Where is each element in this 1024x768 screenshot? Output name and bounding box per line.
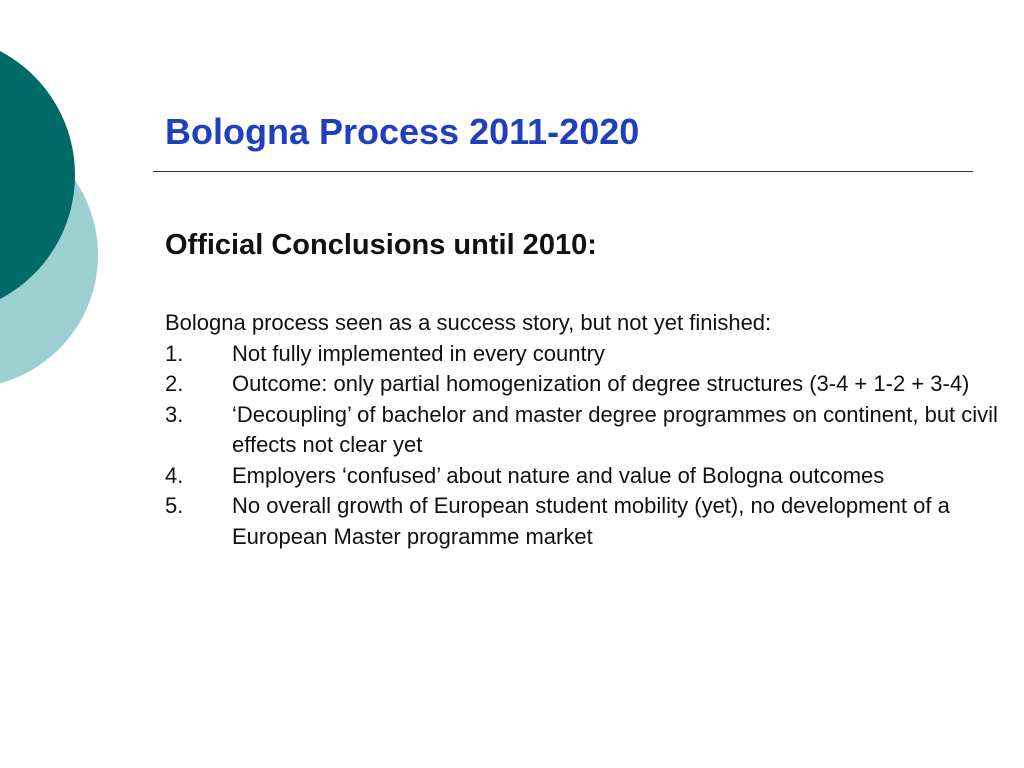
list-item-number: 5. (165, 493, 184, 518)
intro-text: Bologna process seen as a success story, but not yet finished: (165, 310, 772, 335)
list-item-text: No overall growth of European student mobility (yet), no development of a European Master programme market (232, 493, 950, 549)
conclusions-list (165, 339, 1010, 553)
list-item-text: Outcome: only partial homogenization of degree structures (3-4 + 1-2 + 3-4) (232, 371, 970, 396)
list-item (165, 400, 1010, 461)
slide-body (165, 308, 1010, 552)
list-item-text: Employers ‘confused’ about nature and value of Bologna outcomes (232, 462, 885, 488)
slide-subtitle: Official Conclusions until 2010: (165, 229, 597, 261)
list-item-number: 1. (165, 340, 184, 366)
list-item-text: ‘Decoupling’ of bachelor and master degree programmes on continent, but civil effects not clear yet (232, 401, 998, 457)
list-item-text: Not fully implemented in every country (232, 340, 605, 366)
slide-title: Bologna Process 2011-2020 (165, 111, 640, 152)
title-divider (153, 171, 973, 172)
list-item-number: 2. (165, 371, 184, 396)
list-item (165, 461, 1010, 492)
list-item (165, 339, 1010, 370)
list-item (165, 369, 1010, 400)
decorative-circles (0, 0, 110, 420)
list-item-number: 4. (165, 462, 184, 488)
list-item (165, 491, 1010, 552)
list-item-number: 3. (165, 401, 184, 427)
